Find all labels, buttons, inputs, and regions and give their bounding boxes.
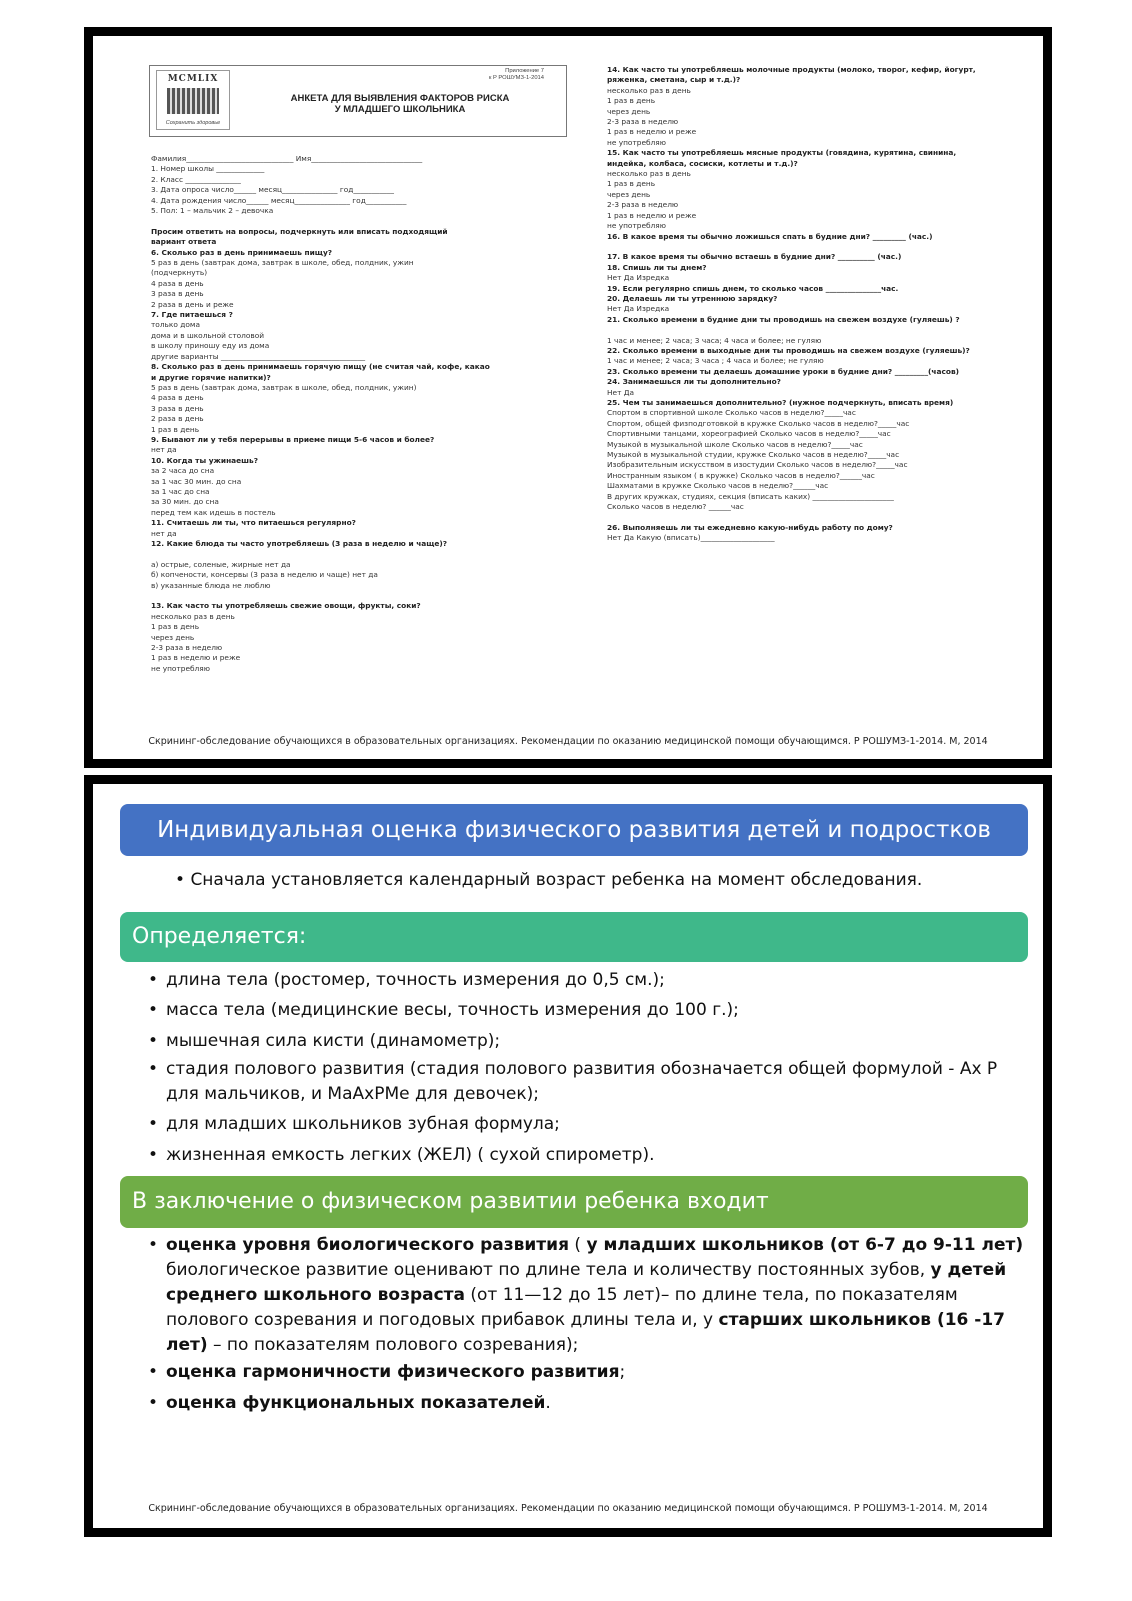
questionnaire-line: 1 час и менее; 2 часа; 3 часа; 4 часа и более; не гуляю (607, 335, 822, 345)
slide-footer: Скрининг-обследование обучающихся в образовательных организациях. Рекомендации по оказанию медицинской помощи обучающимся. Р РОШУМЗ-1-2014. М, 2014 (148, 1503, 988, 1514)
questionnaire-line: 4 раза в день (151, 393, 204, 403)
questionnaire-line: Просим ответить на вопросы, подчеркнуть или вписать подходящий (151, 226, 448, 236)
questionnaire-line: в школу приношу еду из дома (151, 341, 270, 351)
questionnaire-line: 10. Когда ты ужинаешь? (151, 455, 258, 465)
questionnaire-line: 4 раза в день (151, 278, 204, 288)
questionnaire-line: несколько раз в день (607, 169, 691, 179)
questionnaire-line: 7. Где питаешься ? (151, 310, 233, 320)
questionnaire-line: 18. Спишь ли ты днем? (607, 262, 707, 272)
section-banner-determined: Определяется: (120, 912, 1028, 962)
questionnaire-line: 2-3 раза в неделю (607, 200, 679, 210)
questionnaire-line: 3 раза в день (151, 289, 204, 299)
questionnaire-line: 8. Сколько раз в день принимаешь горячую пищу (не считая чай, кофе, какао (151, 362, 490, 372)
questionnaire-line: Сколько часов в неделю? ______час (607, 502, 744, 512)
questionnaire-line: 2-3 раза в неделю (607, 117, 679, 127)
questionnaire-line: за 1 час 30 мин. до сна (151, 476, 242, 486)
questionnaire-line: 9. Бывают ли у тебя перерывы в приеме пищи 5-6 часов и более? (151, 434, 435, 444)
questionnaire-line: Фамилия_____________________________ Имя______________________________ (151, 154, 423, 163)
logo-building-icon (167, 88, 219, 114)
questionnaire-line: Спортивными танцами, хореографией Сколько часов в неделю?_____час (607, 429, 891, 439)
questionnaire-line (151, 216, 563, 226)
questionnaire-line: 1 раз в неделю и реже (151, 653, 241, 663)
questionnaire-line: 1 час и менее; 2 часа; 3 часа ; 4 часа и более; не гуляю (607, 356, 824, 366)
questionnaire-line: а) острые, соленые, жирные нет да (151, 559, 291, 569)
questionnaire-line: перед тем как идешь в постель (151, 507, 276, 517)
determined-item: • стадия полового развития (стадия полового развития обозначается общей формулой - Ах Р для мальчиков, и МаАхРМе для девочек); (148, 1059, 998, 1104)
questionnaire-line: 3 раза в день (151, 403, 204, 413)
questionnaire-left-column (151, 154, 563, 674)
questionnaire-line: 6. Сколько раз в день принимаешь пищу? (151, 247, 333, 257)
questionnaire-line: несколько раз в день (151, 611, 235, 621)
questionnaire-line: за 2 часа до сна (151, 466, 215, 476)
questionnaire-line: 5 раз в день (завтрак дома, завтрак в школе, обед, полдник, ужин) (151, 382, 417, 392)
questionnaire-header (149, 65, 567, 137)
questionnaire-line: 1 раз в день (151, 622, 200, 632)
slide-assessment (84, 775, 1052, 1537)
questionnaire-line: 5 раз в день (завтрак дома, завтрак в школе, обед, полдник, ужин (151, 258, 414, 268)
slide-footer: Скрининг-обследование обучающихся в образовательных организациях. Рекомендации по оказанию медицинской помощи обучающимся. Р РОШУМЗ-1-2014. М, 2014 (148, 736, 988, 747)
questionnaire-line: 2 раза в день (151, 414, 204, 424)
questionnaire-line: 20. Делаешь ли ты утреннюю зарядку? (607, 293, 778, 303)
questionnaire-line: 4. Дата рождения число______ месяц_______________ год___________ (151, 195, 407, 205)
questionnaire-line: Шахматами в кружке Сколько часов в неделю?______час (607, 481, 829, 491)
questionnaire-line: (подчеркнуть) (151, 268, 208, 278)
questionnaire-line: Музыкой в музыкальной студии, кружке Сколько часов в неделю?_____час (607, 450, 900, 459)
determined-item: • масса тела (медицинские весы, точность измерения до 100 г.); (148, 1000, 739, 1020)
questionnaire-line: вариант ответа (151, 237, 217, 247)
questionnaire-line: 1 раз в день (607, 96, 656, 106)
questionnaire-line: 25. Чем ты занимаешься дополнительно? (нужное подчеркнуть, вписать время) (607, 397, 954, 407)
questionnaire-line: Нет Да Изредка (607, 304, 670, 314)
logo-subtitle: Сохранить здоровье (165, 120, 221, 126)
determined-item: • мышечная сила кисти (динамометр); (148, 1031, 501, 1051)
questionnaire-line: 16. В какое время ты обычно ложишься спать в будние дни? _________ (час.) (607, 231, 933, 241)
questionnaire-line: через день (151, 632, 195, 642)
section-banner-conclusion: В заключение о физическом развитии ребенка входит (120, 1176, 1028, 1228)
questionnaire-line: 2 раза в день и реже (151, 299, 234, 309)
appendix-note: Приложение 7 к Р РОШУМЗ-1-2014 (488, 68, 544, 81)
questionnaire-line: не употребляю (607, 137, 666, 147)
questionnaire-line: и другие горячие напитки)? (151, 372, 271, 382)
slide-title-banner: Индивидуальная оценка физического развития детей и подростков (120, 804, 1028, 856)
questionnaire-line: 14. Как часто ты употребляешь молочные продукты (молоко, творог, кефир, йогурт, (607, 65, 976, 74)
questionnaire-line (151, 549, 563, 559)
questionnaire-line: 24. Занимаешься ли ты дополнительно? (607, 377, 781, 387)
questionnaire-line: 21. Сколько времени в будние дни ты проводишь на свежем воздухе (гуляешь) ? (607, 314, 960, 324)
questionnaire-line: через день (607, 106, 651, 116)
questionnaire-line: Нет Да (607, 387, 635, 397)
questionnaire-line (607, 242, 1027, 252)
questionnaire-line: за 1 час до сна (151, 486, 210, 496)
questionnaire-line: Нет Да Какую (вписать)____________________ (607, 533, 775, 543)
slide-questionnaire-canvas (93, 36, 1043, 759)
questionnaire-line: 5. Пол: 1 – мальчик 2 – девочка (151, 206, 274, 216)
questionnaire-line: 1 раз в неделю и реже (607, 210, 697, 220)
questionnaire-line: не употребляю (151, 663, 210, 673)
questionnaire-line: 23. Сколько времени ты делаешь домашние уроки в будние дни? _________(часов) (607, 366, 959, 376)
questionnaire-line: 3. Дата опроса число______ месяц_______________ год___________ (151, 185, 394, 195)
questionnaire-line: 13. Как часто ты употребляешь свежие овощи, фрукты, соки? (151, 601, 421, 611)
questionnaire-line: 1 раз в неделю и реже (607, 127, 697, 137)
questionnaire-line (607, 512, 1027, 522)
determined-item: • длина тела (ростомер, точность измерения до 0,5 см.); (148, 970, 665, 990)
logo-text: MCMLIX (167, 74, 219, 84)
conclusion-item-biological: • оценка уровня биологического развития ( у младших школьников (от 6-7 до 9-11 лет) биологическое развитие оценивают по длине тела и количеству постоянных зубов, у детей среднего школьного возраста (от 11—12 до 15 лет)– по длине тела, по показателям полового созревания и погодовых прибавок длины тела и, у старших школьников (16 -17 лет) – по показателям полового созревания); (148, 1235, 1024, 1355)
questionnaire-line: 19. Если регулярно спишь днем, то сколько часов _______________час. (607, 283, 899, 293)
questionnaire-line: за 30 мин. до сна (151, 497, 219, 507)
questionnaire-line: ряженка, сметана, сыр и т.д.)? (607, 75, 741, 85)
questionnaire-line: другие варианты _______________________________________ (151, 351, 366, 361)
questionnaire-line: только дома (151, 320, 200, 330)
intro-line: Сначала установляется календарный возраст ребенка на момент обследования. (190, 870, 923, 890)
questionnaire-line: Спортом в спортивной школе Сколько часов в неделю?_____час (607, 408, 856, 418)
questionnaire-line: Нет Да Изредка (607, 273, 670, 283)
questionnaire-line: 26. Выполняешь ли ты ежедневно какую-нибудь работу по дому? (607, 522, 893, 532)
questionnaire-line: В других кружках, студиях, секция (вписать каких) ______________________ (607, 491, 894, 501)
questionnaire-line: 1. Номер школы _____________ (151, 164, 265, 174)
bullet: • (175, 870, 186, 890)
determined-item: • для младших школьников зубная формула; (148, 1114, 560, 1134)
questionnaire-line: Изобразительным искусством в изостудии Сколько часов в неделю?_____час (607, 460, 908, 470)
questionnaire-line: несколько раз в день (607, 85, 691, 95)
institute-logo (156, 70, 230, 130)
questionnaire-right-column (607, 65, 1027, 544)
slide-questionnaire (84, 27, 1052, 768)
conclusion-item-functional: • оценка функциональных показателей. (148, 1393, 551, 1413)
questionnaire-line: 1 раз в день (151, 424, 200, 434)
questionnaire-line: индейка, колбаса, сосиски, котлеты и т.д.)? (607, 158, 798, 168)
conclusion-item-harmony: • оценка гармоничности физического развития; (148, 1362, 626, 1382)
questionnaire-line: Иностранным языком ( в кружке) Сколько часов в неделю?______час (607, 470, 875, 480)
questionnaire-line: 17. В какое время ты обычно встаешь в будние дни? __________ (час.) (607, 252, 902, 262)
questionnaire-line: через день (607, 189, 651, 199)
questionnaire-line: Музыкой в музыкальной школе Сколько часов в неделю?_____час (607, 439, 863, 449)
questionnaire-title: АНКЕТА ДЛЯ ВЫЯВЛЕНИЯ ФАКТОРОВ РИСКА У МЛАДШЕГО ШКОЛЬНИКА (290, 93, 510, 115)
intro-text (175, 870, 922, 890)
questionnaire-line: 12. Какие блюда ты часто употребляешь (3 раза в неделю и чаще)? (151, 539, 448, 549)
questionnaire-line: 15. Как часто ты употребляешь мясные продукты (говядина, курятина, свинина, (607, 148, 957, 158)
slide-assessment-canvas (93, 784, 1043, 1528)
questionnaire-line: 11. Считаешь ли ты, что питаешься регулярно? (151, 518, 356, 528)
questionnaire-line: Спортом, общей физподготовкой в кружке Сколько часов в неделю?_____час (607, 418, 910, 428)
questionnaire-line: 1 раз в день (607, 179, 656, 189)
questionnaire-line (607, 325, 1027, 335)
questionnaire-line: нет да (151, 528, 177, 538)
questionnaire-line: б) копчености, консервы (3 раза в неделю и чаще) нет да (151, 570, 378, 580)
determined-item: • жизненная емкость легких (ЖЕЛ) ( сухой спирометр). (148, 1145, 655, 1165)
questionnaire-line: 22. Сколько времени в выходные дни ты проводишь на свежем воздухе (гуляешь)? (607, 345, 970, 355)
questionnaire-line: 2-3 раза в неделю (151, 643, 223, 653)
questionnaire-line (151, 591, 563, 601)
questionnaire-line: в) указанные блюда не люблю (151, 580, 271, 590)
questionnaire-line: не употребляю (607, 221, 666, 231)
questionnaire-line: нет да (151, 445, 177, 455)
questionnaire-line: дома и в школьной столовой (151, 330, 265, 340)
questionnaire-line: 2. Класс _______________ (151, 174, 241, 184)
